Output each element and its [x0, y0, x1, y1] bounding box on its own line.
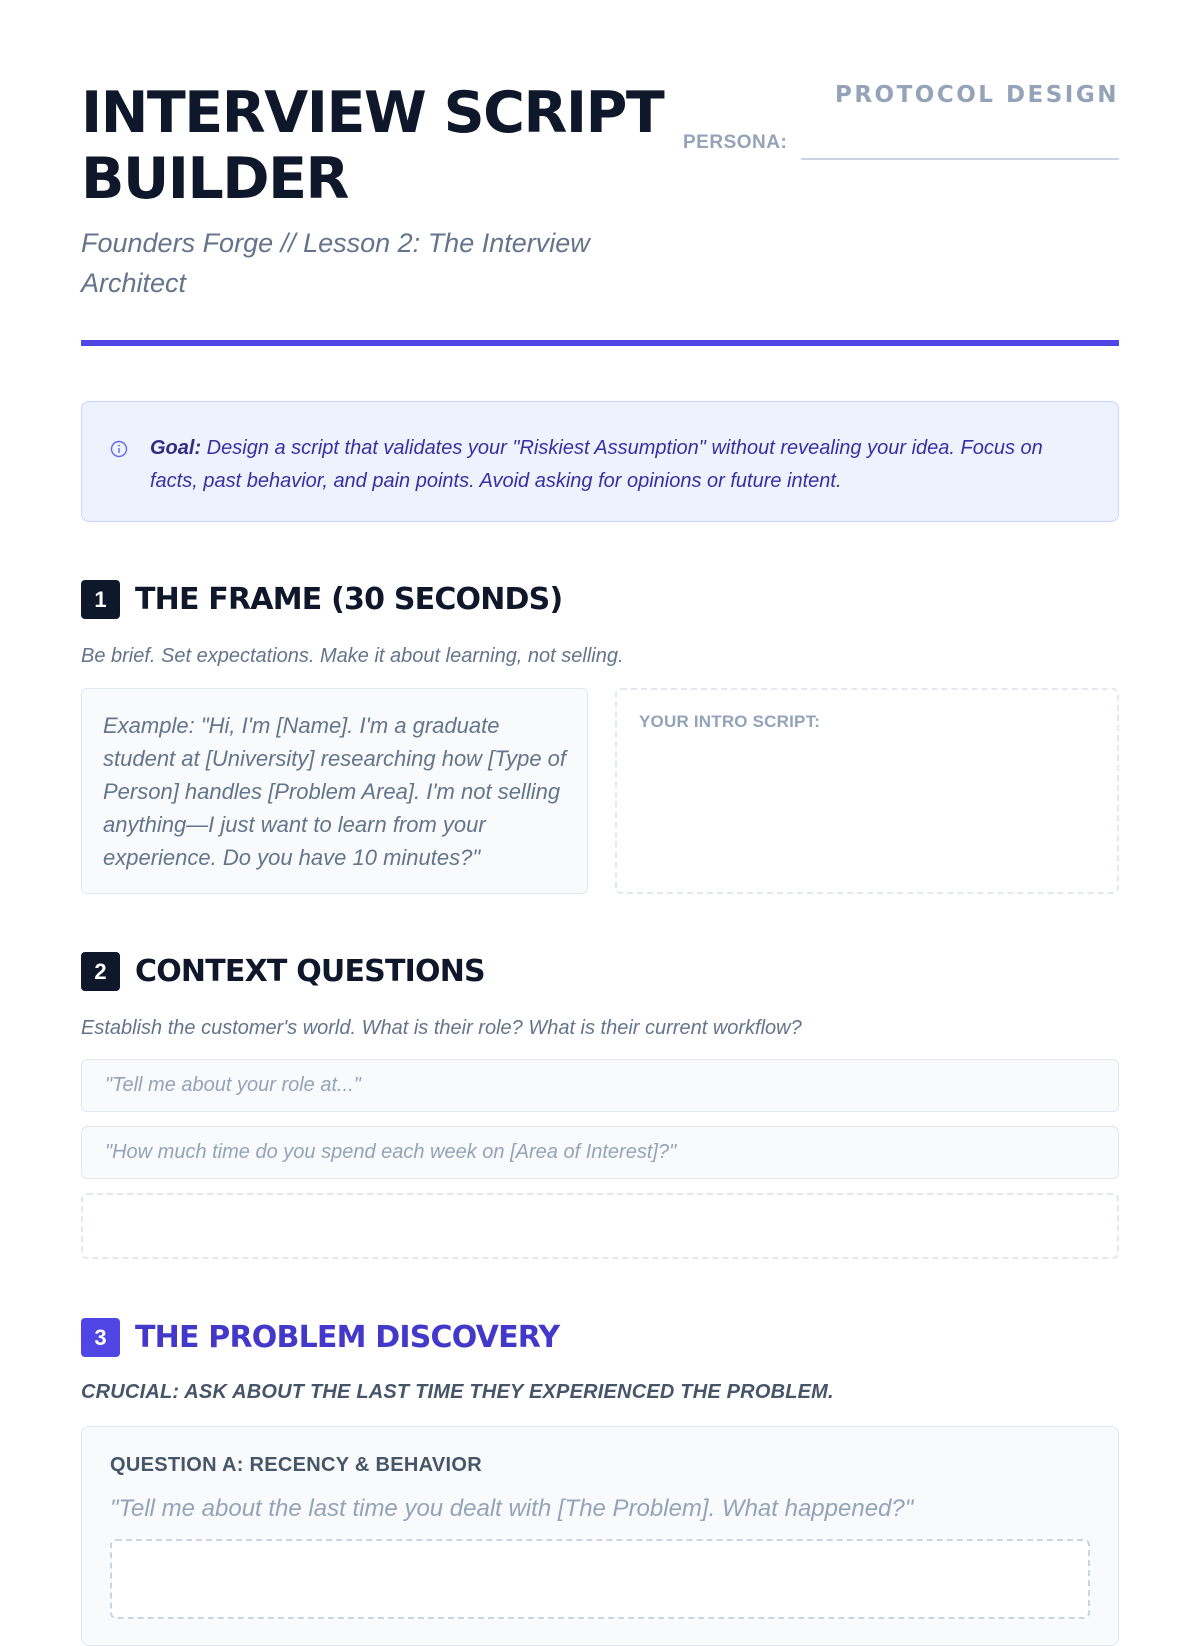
intro-script-field[interactable]: [615, 688, 1119, 894]
info-icon: [110, 440, 128, 458]
context-question-field[interactable]: "Tell me about your role at...": [81, 1059, 1119, 1112]
section-title: THE FRAME (30 SECONDS): [135, 582, 563, 617]
page-title: INTERVIEW SCRIPT BUILDER: [81, 80, 664, 212]
section-2-header: [81, 952, 485, 991]
goal-label: Goal:: [150, 437, 202, 459]
goal-text: [150, 432, 1078, 498]
page-header: [81, 0, 1119, 347]
section-3-header: [81, 1318, 559, 1357]
section-number: 1: [81, 580, 120, 619]
persona-label: PERSONA:: [683, 132, 788, 153]
context-question-field[interactable]: "How much time do you spend each week on [Area of Interest]?": [81, 1126, 1119, 1179]
protocol-tag: PROTOCOL DESIGN: [834, 82, 1119, 108]
question-a-label: QUESTION A: RECENCY & BEHAVIOR: [110, 1454, 482, 1476]
section-description: Establish the customer's world. What is their role? What is their current workflow?: [81, 1017, 802, 1039]
section-description: Be brief. Set expectations. Make it about learning, not selling.: [81, 645, 624, 667]
section-title: CONTEXT QUESTIONS: [135, 954, 485, 989]
goal-body: Design a script that validates your "Riskiest Assumption" without revealing your idea. Focus on facts, past behavior, and pain points. Avoid asking for opinions or future intent.: [150, 437, 1043, 492]
question-a-card: [81, 1426, 1119, 1646]
question-a-prompt: "Tell me about the last time you dealt with [The Problem]. What happened?": [110, 1495, 914, 1522]
question-a-answer-field[interactable]: [110, 1539, 1090, 1619]
section-title: THE PROBLEM DISCOVERY: [135, 1320, 560, 1355]
section-description: CRUCIAL: ASK ABOUT THE LAST TIME THEY EXPERIENCED THE PROBLEM.: [81, 1381, 834, 1403]
context-question-field[interactable]: [81, 1193, 1119, 1259]
intro-script-label: YOUR INTRO SCRIPT:: [639, 712, 821, 731]
header-divider: [81, 340, 1119, 346]
goal-callout: [81, 401, 1119, 522]
example-script: Example: "Hi, I'm [Name]. I'm a graduate student at [University] researching how [Type of Person] handles [Problem Area]. I'm not selling anything—I just want to learn from your experience. Do you have 10 minutes?": [81, 688, 588, 894]
page-subtitle: Founders Forge // Lesson 2: The Interview Architect: [81, 228, 590, 298]
section-1-header: [81, 580, 562, 619]
section-number: 3: [81, 1318, 120, 1357]
section-number: 2: [81, 952, 120, 991]
persona-field[interactable]: [801, 158, 1119, 160]
